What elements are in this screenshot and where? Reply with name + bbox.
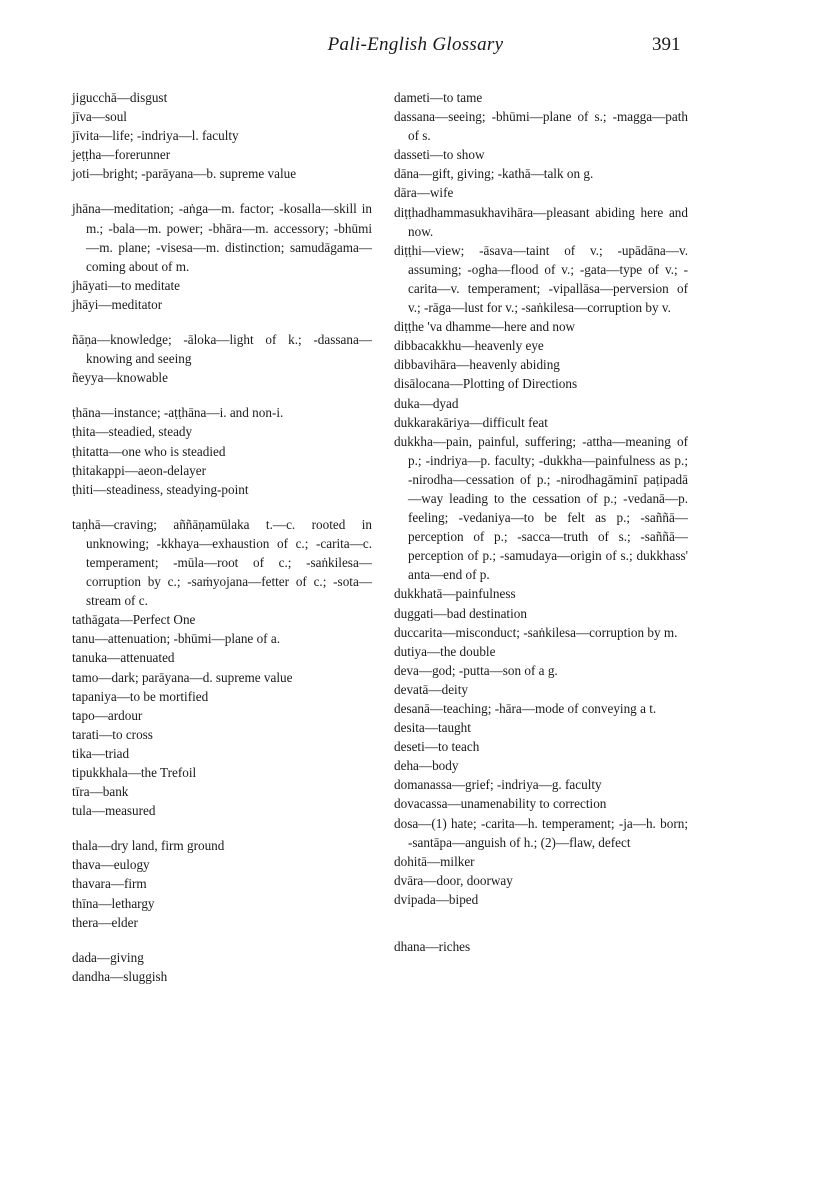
glossary-entry: domanassa—grief; -indriya—g. faculty bbox=[394, 777, 602, 793]
entry-gap bbox=[72, 932, 372, 948]
glossary-entry: tanuka—attenuated bbox=[72, 650, 175, 666]
glossary-entry: deva—god; -putta—son of a g. bbox=[394, 662, 558, 678]
glossary-entry: dukkarakāriya—difficult feat bbox=[394, 414, 548, 430]
glossary-entry: tanu—attenuation; -bhūmi—plane of a. bbox=[72, 631, 281, 647]
glossary-entry: tapo—ardour bbox=[72, 707, 143, 723]
glossary-entry: tamo—dark; parāyana—d. supreme value bbox=[72, 669, 293, 685]
glossary-entry: ṭhita—steadied, steady bbox=[72, 424, 193, 440]
glossary-entry: tarati—to cross bbox=[72, 726, 153, 742]
entry-gap bbox=[72, 499, 372, 515]
entry-gap bbox=[394, 909, 688, 937]
glossary-entry: dukkhatā—painfulness bbox=[394, 586, 516, 602]
glossary-entry: duccarita—misconduct; -saṅkilesa—corruption by m. bbox=[394, 624, 678, 640]
glossary-entry: dukkha—pain, painful, suffering; -attha—meaning of p.; -indriya—p. faculty; -dukkha—painfulness as p.; -nirodha—cessation of p.; -nirodhagāminī paṭipadā—way leading to the cessation of p.; -vedanā—p. feeling; -vedaniya—to be felt as p.; -saññā—perception of p.; -sacca—truth of s.; -saññā—perception of p.; -samudaya—origin of s.; dukkhass' anta—end of p. bbox=[394, 433, 688, 583]
glossary-entry: ñeyya—knowable bbox=[72, 370, 168, 386]
page-number: 391 bbox=[652, 34, 681, 55]
glossary-entry: deseti—to teach bbox=[394, 739, 480, 755]
entry-gap bbox=[72, 183, 372, 199]
glossary-entry: dāra—wife bbox=[394, 185, 454, 201]
glossary-entry: ṭhāna—instance; -aṭṭhāna—i. and non-i. bbox=[72, 405, 284, 421]
entry-gap bbox=[72, 820, 372, 836]
glossary-entry: thava—eulogy bbox=[72, 857, 150, 873]
right-column bbox=[394, 88, 688, 956]
entry-gap bbox=[72, 387, 372, 403]
glossary-entry: disālocana—Plotting of Directions bbox=[394, 376, 578, 392]
glossary-entry: jhāyi—meditator bbox=[72, 296, 163, 312]
glossary-entry: dosa—(1) hate; -carita—h. temperament; -ja—h. born; -santāpa—anguish of h.; (2)—flaw, defect bbox=[394, 815, 688, 850]
glossary-entry: duka—dyad bbox=[394, 395, 459, 411]
glossary-entry: taṇhā—craving; aññāṇamūlaka t.—c. rooted in unknowing; -kkhaya—exhaustion of c.; -carita—c. temperament; -mūla—root of c.; -saṅkilesa—corruption by c.; -saṁyojana—fetter of c.; -sota—stream of c. bbox=[72, 516, 372, 609]
glossary-entry: ṭhiti—steadiness, steadying-point bbox=[72, 481, 249, 497]
glossary-entry: jeṭṭha—forerunner bbox=[72, 147, 171, 163]
glossary-entry: diṭṭhadhammasukhavihāra—pleasant abiding here and now. bbox=[394, 204, 688, 239]
glossary-entry: dasseti—to show bbox=[394, 147, 485, 163]
glossary-entry: dohitā—milker bbox=[394, 853, 475, 869]
glossary-entry: tathāgata—Perfect One bbox=[72, 612, 196, 628]
glossary-entry: diṭṭhi—view; -āsava—taint of v.; -upādāna—v. assuming; -ogha—flood of v.; -gata—type of v.; -carita—v. temperament; -vipallāsa—perversion of v.; -rāga—lust for v.; -saṅkilesa—corruption by v. bbox=[394, 242, 688, 316]
glossary-entry: thala—dry land, firm ground bbox=[72, 838, 225, 854]
glossary-entry: tipukkhala—the Trefoil bbox=[72, 765, 197, 780]
entry-gap bbox=[72, 314, 372, 330]
glossary-entry: desita—taught bbox=[394, 720, 471, 736]
glossary-entry: jīva—soul bbox=[72, 109, 127, 125]
glossary-entry: dhana—riches bbox=[394, 939, 471, 955]
glossary-entry: ṭhitatta—one who is steadied bbox=[72, 443, 226, 459]
glossary-entry: jhāna—meditation; -aṅga—m. factor; -kosalla—skill in m.; -bala—m. power; -bhāra—m. accessory; -bhūmi—m. plane; -visesa—m. distinction; samudāgama—coming about of m. bbox=[72, 201, 372, 274]
glossary-entry: tula—measured bbox=[72, 803, 156, 819]
glossary-entry: dvāra—door, doorway bbox=[394, 872, 513, 888]
glossary-entry: dovacassa—unamenability to correction bbox=[394, 796, 607, 812]
glossary-entry: duggati—bad destination bbox=[394, 605, 527, 621]
glossary-entry: devatā—deity bbox=[394, 681, 468, 697]
glossary-entry: ñāṇa—knowledge; -āloka—light of k.; -dassana—knowing and seeing bbox=[72, 332, 372, 367]
glossary-entry: desanā—teaching; -hāra—mode of conveying a t. bbox=[394, 701, 657, 716]
glossary-entry: dandha—sluggish bbox=[72, 968, 168, 984]
glossary-entry: dameti—to tame bbox=[394, 90, 483, 105]
glossary-entry: dutiya—the double bbox=[394, 643, 496, 659]
glossary-entry: jhāyati—to meditate bbox=[72, 277, 181, 293]
glossary-entry: dassana—seeing; -bhūmi—plane of s.; -magga—path of s. bbox=[394, 109, 688, 144]
glossary-entry: dvipada—biped bbox=[394, 891, 479, 907]
left-column bbox=[72, 88, 372, 986]
glossary-entry: tīra—bank bbox=[72, 784, 129, 800]
glossary-entry: diṭṭhe 'va dhamme—here and now bbox=[394, 319, 576, 335]
glossary-entry: dada—giving bbox=[72, 949, 144, 965]
glossary-entry: thīna—lethargy bbox=[72, 895, 155, 911]
glossary-entry: joti—bright; -parāyana—b. supreme value bbox=[72, 166, 297, 182]
glossary-entry: jīvita—life; -indriya—l. faculty bbox=[72, 128, 239, 144]
glossary-entry: thera—elder bbox=[72, 914, 138, 930]
glossary-entry: dibbacakkhu—heavenly eye bbox=[394, 338, 544, 354]
glossary-entry: dibbavihāra—heavenly abiding bbox=[394, 357, 560, 373]
glossary-entry: ṭhitakappi—aeon-delayer bbox=[72, 462, 207, 478]
glossary-entry: jigucchā—disgust bbox=[72, 90, 168, 105]
glossary-entry: dāna—gift, giving; -kathā—talk on g. bbox=[394, 166, 594, 182]
glossary-entry: tika—triad bbox=[72, 745, 130, 761]
glossary-entry: tapaniya—to be mortified bbox=[72, 688, 209, 704]
glossary-entry: deha—body bbox=[394, 758, 459, 774]
glossary-entry: thavara—firm bbox=[72, 876, 147, 892]
running-title: Pali-English Glossary bbox=[327, 34, 504, 55]
